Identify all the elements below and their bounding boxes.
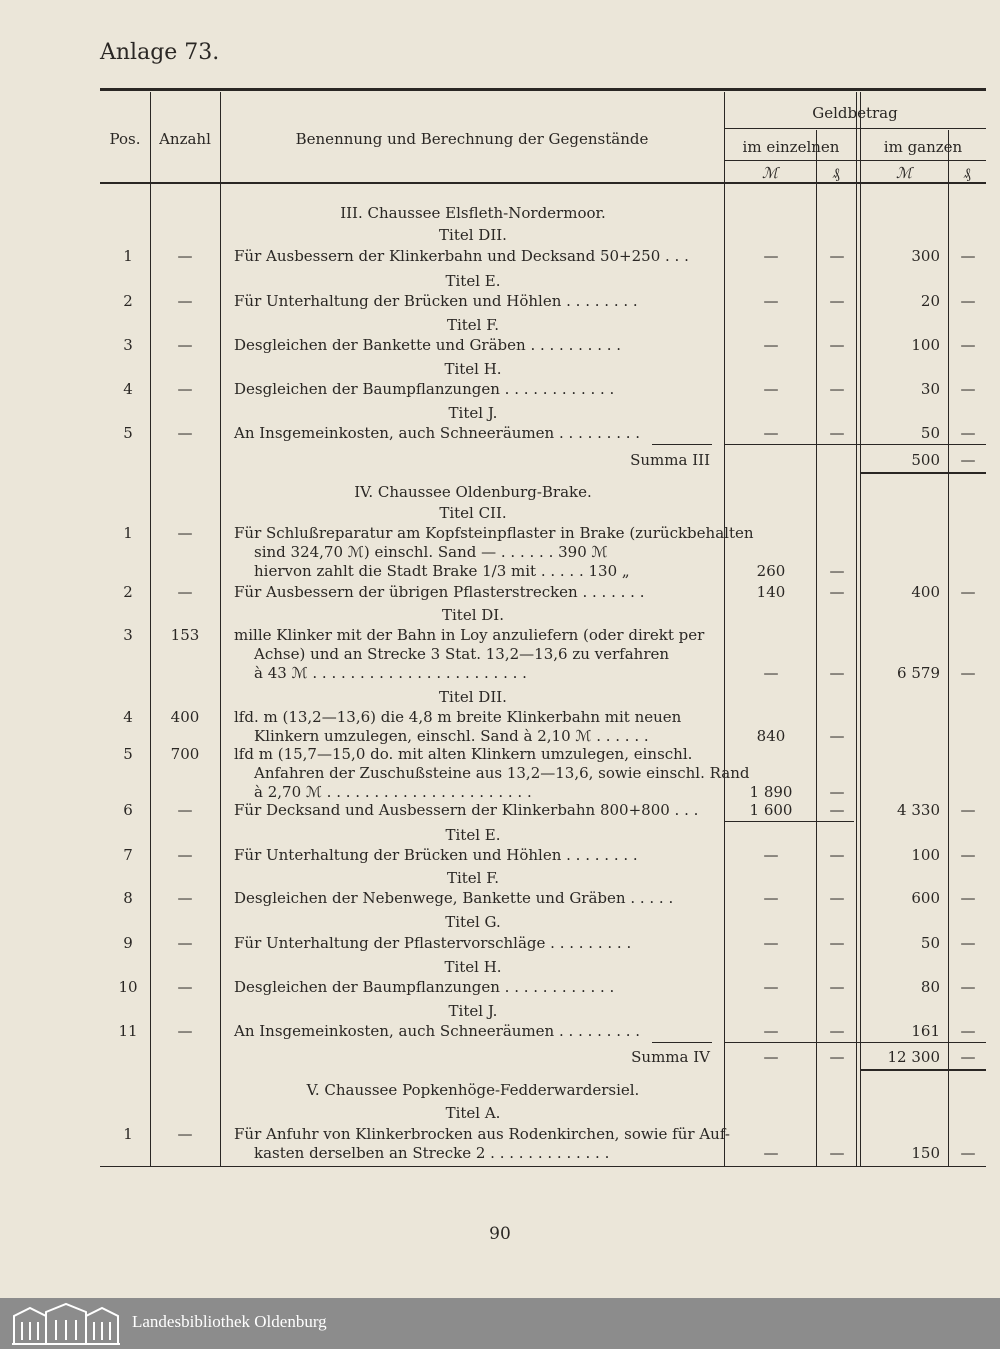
row-pos: 4 [123,708,133,726]
sum-double-rule [860,472,986,474]
row-einzeln-pf: — [829,583,845,601]
titel-heading: Titel DII. [439,226,507,244]
row-einzeln-mark: — [763,247,779,265]
row-ganzen-pf: — [960,934,976,952]
row-einzeln-mark: 260 [756,562,786,580]
row-pos: 2 [123,583,133,601]
row-ganzen-mark: 80 [920,978,940,996]
titel-heading: Titel J. [448,1002,498,1020]
summa-value: 12 300 [887,1048,940,1066]
summa-label: Summa III [630,451,710,469]
row-ganzen-pf: — [960,292,976,310]
row-einzeln-mark: 840 [756,727,786,745]
library-name[interactable]: Landesbibliothek Oldenburg [132,1312,327,1331]
geldbetrag-rule [724,128,986,129]
annex-label: Anlage 73. [100,40,220,65]
row-ganzen-pf: — [960,424,976,442]
row-anzahl: — [177,424,193,442]
titel-heading: Titel DII. [439,688,507,706]
row-pos: 8 [123,889,133,907]
row-einzeln-pf: — [829,247,845,265]
col-rule-5a [856,92,857,1166]
row-einzeln-mark: — [763,292,779,310]
row-description: Desgleichen der Bankette und Gräben . . . . . . . . . . [234,336,622,354]
titel-heading: Titel A. [445,1104,501,1122]
row-description-cont: Achse) und an Strecke 3 Stat. 13,2—13,6 zu verfahren [254,645,670,663]
row-ganzen-pf: — [960,583,976,601]
library-building-icon [10,1302,122,1346]
titel-heading: Titel H. [444,958,502,976]
section-title: V. Chaussee Popkenhöge-Fedderwardersiel. [306,1081,640,1099]
row-einzeln-pf: — [829,1022,845,1040]
titel-heading: Titel H. [444,360,502,378]
sum-rule [652,1042,712,1043]
col-rule-6 [948,130,949,1166]
row-einzeln-mark: — [763,978,779,996]
row-anzahl: — [177,1125,193,1143]
row-pos: 7 [123,846,133,864]
row-ganzen-pf: — [960,336,976,354]
row-anzahl: 700 [170,745,200,763]
summa-pf: — [960,451,976,469]
row-pos: 1 [123,1125,133,1143]
summa-label: Summa IV [631,1048,710,1066]
row-einzeln-mark: 1 890 [749,783,793,801]
row-einzeln-mark: — [763,664,779,682]
row-pos: 10 [118,978,138,996]
row-description: Für Unterhaltung der Brücken und Höhlen . . . . . . . . [234,846,638,864]
unit-rule [724,160,986,161]
row-einzeln-mark: — [763,336,779,354]
sum-rule [652,444,712,445]
row-ganzen-pf: — [960,978,976,996]
row-description: Desgleichen der Baumpflanzungen . . . . . . . . . . . . [234,380,615,398]
row-einzeln-pf: — [829,801,845,819]
row-einzeln-pf: — [829,380,845,398]
row-description-cont: kasten derselben an Strecke 2 . . . . . . . . . . . . . [254,1144,610,1162]
row-einzeln-pf: — [829,889,845,907]
row-einzeln-pf: — [829,846,845,864]
row-anzahl: — [177,336,193,354]
col-rule-5b [860,92,861,1166]
section-title: III. Chaussee Elsfleth-Nordermoor. [340,204,606,222]
summa-einzeln-mark: — [763,1048,779,1066]
titel-heading: Titel J. [448,404,498,422]
row-ganzen-pf: — [960,1022,976,1040]
row-pos: 1 [123,247,133,265]
row-description: Für Unterhaltung der Pflastervorschläge . . . . . . . . . [234,934,632,952]
row-einzeln-pf: — [829,727,845,745]
header-pos: Pos. [109,130,141,148]
row-einzeln-mark: — [763,889,779,907]
titel-heading: Titel DI. [442,606,504,624]
row-anzahl: — [177,846,193,864]
row-pos: 6 [123,801,133,819]
row-einzeln-pf: — [829,292,845,310]
summa-einzeln-pf: — [829,1048,845,1066]
row-description: Für Ausbessern der Klinkerbahn und Decksand 50+250 . . . [234,247,689,265]
library-footer-bar [0,1298,1000,1349]
row-description: Desgleichen der Baumpflanzungen . . . . . . . . . . . . [234,978,615,996]
row-einzeln-pf: — [829,1144,845,1162]
row-pos: 3 [123,336,133,354]
row-ganzen-mark: 400 [911,583,940,601]
row-einzeln-pf: — [829,783,845,801]
header-anzahl: Anzahl [159,130,211,148]
row-description-cont: hiervon zahlt die Stadt Brake 1/3 mit . . . . . 130 „ [254,562,630,580]
row-anzahl: — [177,889,193,907]
page-number: 90 [489,1224,511,1244]
row-einzeln-pf: — [829,562,845,580]
header-einzelnen: im einzelnen [742,138,840,156]
row-anzahl: — [177,1022,193,1040]
row-description: lfd m (15,7—15,0 do. mit alten Klinkern umzulegen, einschl. [234,745,693,763]
titel-heading: Titel F. [446,316,500,334]
row-anzahl: — [177,524,193,542]
col-rule-3 [724,92,725,1166]
table-top-rule [100,88,986,91]
row-ganzen-pf: — [960,380,976,398]
row-ganzen-mark: 161 [911,1022,940,1040]
row-description-cont: Klinkern umzulegen, einschl. Sand à 2,10 ℳ . . . . . . [254,727,649,745]
row-description-cont: à 2,70 ℳ . . . . . . . . . . . . . . . . . . . . . . [254,783,532,801]
row-ganzen-mark: 600 [911,889,940,907]
section-title: IV. Chaussee Oldenburg-Brake. [354,483,592,501]
row-einzeln-pf: — [829,934,845,952]
row-ganzen-mark: 20 [920,292,940,310]
row-einzeln-pf: — [829,664,845,682]
row-anzahl: — [177,934,193,952]
row-ganzen-mark: 150 [911,1144,940,1162]
row-description: An Insgemeinkosten, auch Schneeräumen . . . . . . . . . [234,1022,641,1040]
header-pf-2: ₰ [963,164,971,182]
row-anzahl: 400 [170,708,200,726]
row-einzeln-mark: 140 [756,583,786,601]
row-description: Für Unterhaltung der Brücken und Höhlen . . . . . . . . [234,292,638,310]
row-pos: 11 [118,1022,138,1040]
row-einzeln-mark: — [763,1022,779,1040]
row-ganzen-mark: 300 [911,247,940,265]
row-einzeln-mark: — [763,380,779,398]
row-einzeln-pf: — [829,336,845,354]
row-pos: 5 [123,745,133,763]
row-ganzen-pf: — [960,889,976,907]
row-description: mille Klinker mit der Bahn in Loy anzuliefern (oder direkt per [234,626,705,644]
titel-heading: Titel E. [445,826,501,844]
row-anzahl: — [177,801,193,819]
row-ganzen-pf: — [960,1144,976,1162]
row-ganzen-mark: 6 579 [897,664,940,682]
summa-value: 500 [911,451,940,469]
row-description-cont: Anfahren der Zuschußsteine aus 13,2—13,6, sowie einschl. Rand [254,764,750,782]
sum-double-rule [860,1069,986,1071]
row-einzeln-mark: — [763,934,779,952]
titel-heading: Titel F. [446,869,500,887]
row-anzahl: 153 [170,626,200,644]
row-pos: 9 [123,934,133,952]
sum-rule [724,444,986,445]
col-rule-4 [816,130,817,1166]
table-bottom-rule [100,1166,986,1167]
row-pos: 5 [123,424,133,442]
row-anzahl: — [177,978,193,996]
row-description: Desgleichen der Nebenwege, Bankette und Gräben . . . . . [234,889,674,907]
row-description: Für Decksand und Ausbessern der Klinkerbahn 800+800 . . . [234,801,699,819]
row-ganzen-pf: — [960,664,976,682]
header-pf-1: ₰ [832,164,840,182]
row-description: Für Anfuhr von Klinkerbrocken aus Rodenkirchen, sowie für Auf- [234,1125,730,1143]
row-description-cont: sind 324,70 ℳ) einschl. Sand — . . . . . . 390 ℳ [254,543,608,561]
row-ganzen-mark: 100 [911,846,940,864]
row-pos: 1 [123,524,133,542]
row-anzahl: — [177,247,193,265]
row-description: Für Schlußreparatur am Kopfsteinpflaster in Brake (zurückbehalten [234,524,754,542]
row-einzeln-mark: — [763,1144,779,1162]
row-anzahl: — [177,380,193,398]
row-ganzen-pf: — [960,247,976,265]
titel-heading: Titel CII. [439,504,507,522]
header-mark-2: ℳ [895,164,913,182]
row-ganzen-mark: 4 330 [897,801,940,819]
row-ganzen-mark: 30 [920,380,940,398]
row-ganzen-pf: — [960,846,976,864]
header-geldbetrag: Geldbetrag [812,104,898,122]
row-einzeln-mark: — [763,846,779,864]
row-pos: 2 [123,292,133,310]
row-ganzen-mark: 50 [920,424,940,442]
subtotal-rule [724,821,854,822]
row-ganzen-mark: 100 [911,336,940,354]
header-ganzen: im ganzen [883,138,963,156]
row-pos: 3 [123,626,133,644]
summa-pf: — [960,1048,976,1066]
row-anzahl: — [177,292,193,310]
titel-heading: Titel E. [445,272,501,290]
header-benennung: Benennung und Berechnung der Gegenstände [295,130,649,148]
row-einzeln-pf: — [829,424,845,442]
sum-rule [724,1042,986,1043]
row-description: Für Ausbessern der übrigen Pflasterstrecken . . . . . . . [234,583,645,601]
row-anzahl: — [177,583,193,601]
row-description: lfd. m (13,2—13,6) die 4,8 m breite Klinkerbahn mit neuen [234,708,682,726]
row-ganzen-pf: — [960,801,976,819]
titel-heading: Titel G. [445,913,501,931]
col-rule-2 [220,92,221,1166]
row-einzeln-pf: — [829,978,845,996]
row-pos: 4 [123,380,133,398]
row-einzeln-mark: — [763,424,779,442]
row-description-cont: à 43 ℳ . . . . . . . . . . . . . . . . . . . . . . . [254,664,527,682]
row-description: An Insgemeinkosten, auch Schneeräumen . . . . . . . . . [234,424,641,442]
header-mark-1: ℳ [761,164,779,182]
row-einzeln-mark: 1 600 [749,801,793,819]
row-ganzen-mark: 50 [920,934,940,952]
